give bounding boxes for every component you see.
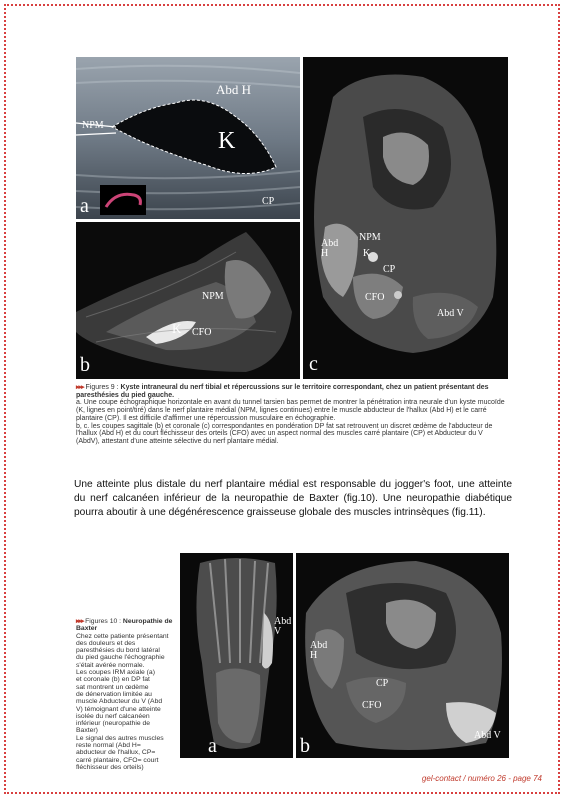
label-npm: NPM <box>82 120 104 131</box>
caption-line: s'était avérée normale. <box>76 661 145 669</box>
label-abd-h: Abd H <box>310 640 328 661</box>
ultrasound-image <box>76 57 300 219</box>
caption-line: reste normal (Abd H= <box>76 742 141 750</box>
sagittal-mri-image <box>76 222 300 379</box>
caption-line: muscle Abducteur du V (Abd <box>76 698 163 706</box>
panel-letter-a: a <box>208 735 217 757</box>
caption-line: des douleurs et des <box>76 639 136 647</box>
figure9-caption <box>76 384 508 446</box>
caption-line: carré plantaire, CFO= court <box>76 756 159 764</box>
panel-letter-a: a <box>80 195 89 217</box>
caption-line: Chez cette patiente présentant <box>76 632 169 640</box>
caption-line: Les coupes IRM axiale (a) <box>76 669 155 677</box>
caption-line: inférieur (neuropathie de <box>76 720 151 728</box>
label-cp: CP <box>262 196 275 207</box>
caption-title: Kyste intraneural du nerf tibial et répercussions sur le territoire correspondant, chez un patient présentant des paresthésies du pied gauche. <box>76 384 489 399</box>
caption-line: et coronale (b) en DP fat <box>76 676 150 684</box>
label-k: K <box>172 321 182 336</box>
caption-prefix: Figures 9 : <box>85 384 119 391</box>
coronal-mri-image <box>303 57 508 379</box>
label-abd-v: Abd V <box>474 730 501 741</box>
label-cp: CP <box>376 678 389 689</box>
body-paragraph: Une atteinte plus distale du nerf plantaire médial est responsable du jogger's foot, une atteinte du nerf calcanéen inférieur de la neuropathie de Baxter (fig.10). Une neuropathie diabétique pourra aboutir à une dégénérescence graisseuse globale des muscles intrinsèques (fig.11). <box>74 479 512 518</box>
caption-line: sat montrent un œdème <box>76 683 149 691</box>
figure10-caption <box>76 618 176 771</box>
caption-line: Baxter) <box>76 727 98 735</box>
caption-line: abducteur de l'hallux, CP= <box>76 749 156 757</box>
label-k: K <box>218 128 236 154</box>
page-footer: gel-contact / numéro 26 - page 74 <box>421 774 542 783</box>
caption-lines <box>76 633 176 772</box>
caption-line: paresthésies du bord latéral <box>76 647 160 655</box>
caption-line: isolée du nerf calcanéen <box>76 712 150 720</box>
label-cfo: CFO <box>362 700 382 711</box>
figure9-panel-a-ultrasound <box>76 57 300 219</box>
label-k: K <box>363 248 371 259</box>
figure9-panel-c-coronal-mri <box>303 57 508 379</box>
caption-arrows-icon: ▸▸▸ <box>76 618 84 625</box>
label-cfo: CFO <box>365 292 385 303</box>
caption-prefix: Figures 10 : <box>85 618 122 625</box>
figure10-panel-b-coronal-mri <box>296 553 509 758</box>
caption-line: Le signal des autres muscles <box>76 734 164 742</box>
axial-mri-image <box>180 553 293 758</box>
label-abd-h: Abd H <box>321 238 339 259</box>
caption-line: de dénervation limitée au <box>76 690 152 698</box>
caption-part-bc: b, c. les coupes sagittale (b) et coronale (c) correspondantes en pondération DP fat sat retrouvent un discret œdème de l'abducteur de l'hallux (Abd H) et du court fléchisseur des orteils (CFO) avec un aspect normal des muscles carré plantaire (CP) et Abducteur du V (AbdV), attestant d'une atteinte sélective du nerf plantaire médial. <box>76 422 493 445</box>
caption-title: Neuropathie de Baxter <box>76 618 173 633</box>
figure10-panel-a-axial-mri <box>180 553 293 758</box>
label-cp: CP <box>383 264 396 275</box>
caption-arrows-icon: ▸▸▸ <box>76 384 84 391</box>
caption-part-a: a. Une coupe échographique horizontale en avant du tunnel tarsien bas permet de montrer la pénétration intra neurale d'un kyste mucoïde (K, lignes en point/tiré) dans le nerf plantaire médial (NPM, lignes continues) entre le muscle abducteur de l'hallux (Abd H) et le carré plantaire (CP). Il est difficile d'affirmer une répercussion musculaire en échographie. <box>76 399 505 422</box>
figure9-panel-b-sagittal-mri <box>76 222 300 379</box>
label-cfo: CFO <box>192 327 212 338</box>
panel-letter-b: b <box>80 354 90 376</box>
label-abd-v: Abd V <box>274 616 292 637</box>
label-npm: NPM <box>359 232 381 243</box>
caption-line: V) témoignant d'une atteinte <box>76 705 161 713</box>
label-npm: NPM <box>202 291 224 302</box>
label-abd-h: Abd H <box>216 82 252 97</box>
coronal-mri-image <box>296 553 509 758</box>
panel-letter-c: c <box>309 353 318 375</box>
label-abd-v: Abd V <box>437 308 464 319</box>
caption-line: du pied gauche l'échographie <box>76 654 165 662</box>
panel-letter-b: b <box>300 735 310 757</box>
caption-line: fléchisseur des orteils) <box>76 763 144 771</box>
